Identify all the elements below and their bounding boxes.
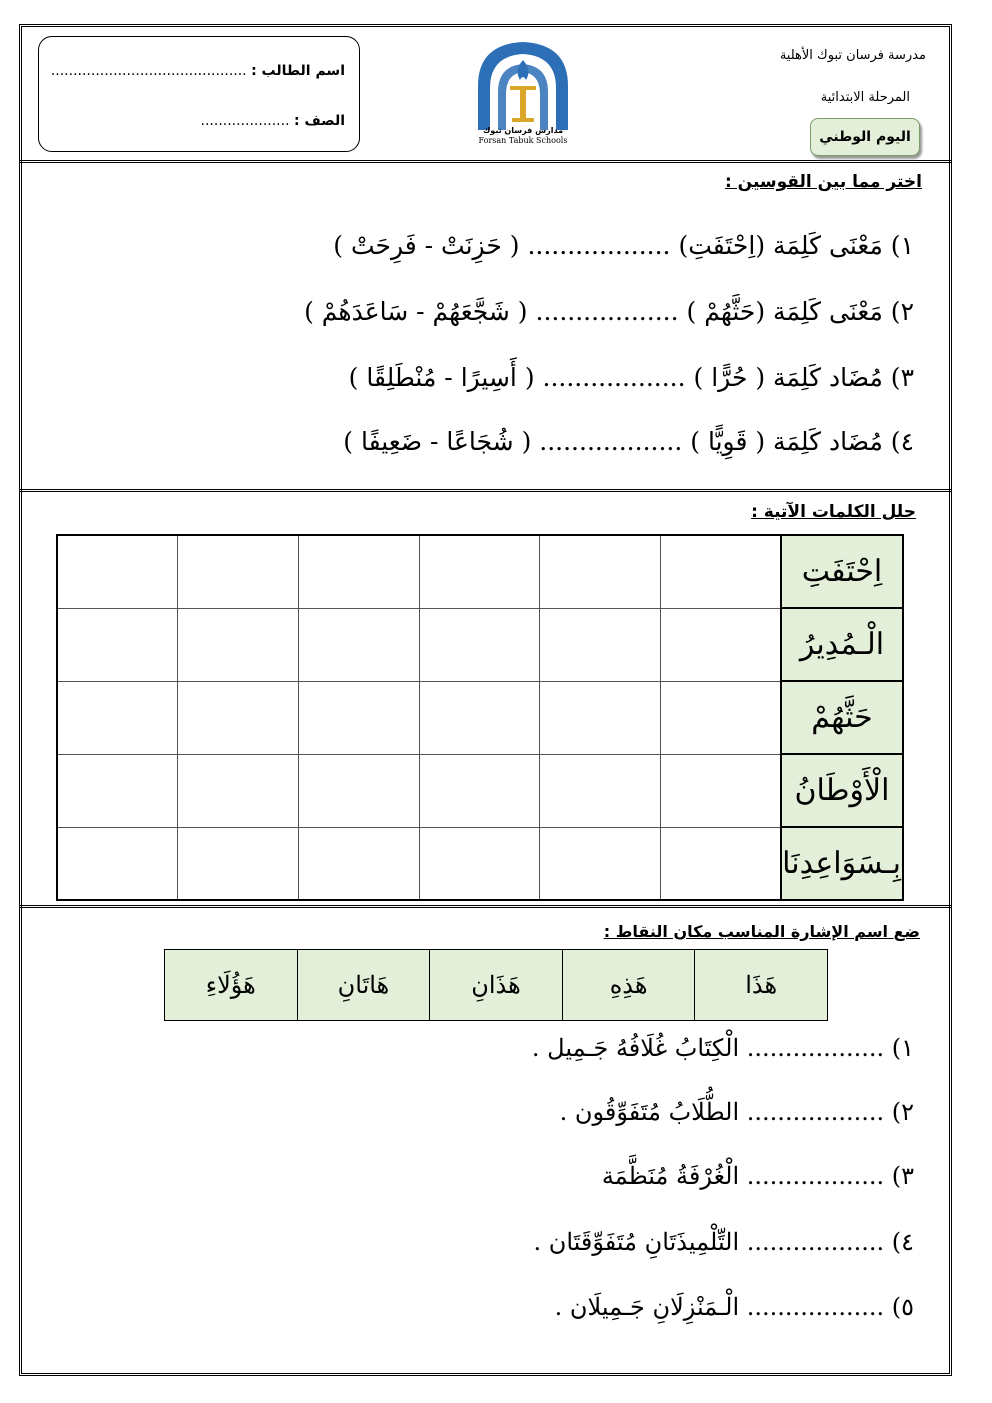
demonstrative-option[interactable]: هَؤُلَاءِ [165,950,298,1021]
answer-cell[interactable] [298,681,419,754]
analyze-section-title: حلل الكلمات الآتية : [751,502,916,522]
demonstrative-option[interactable]: هَاتَانِ [297,950,430,1021]
demonstrative-sentence: ٣) .................. الْغُرْفَةُ مُنَظَّمَة [601,1162,914,1190]
demonstrative-sentence: ١) .................. الْكِتَابُ غُلَافُهُ جَـمِيل . [531,1034,914,1062]
student-name-label: اسم الطالب : [251,63,345,79]
section-divider-1 [19,489,952,492]
demonstrative-option[interactable]: هَذَانِ [430,950,563,1021]
lesson-badge: اليوم الوطني [810,118,920,156]
answer-cell[interactable] [178,754,299,827]
student-name-field[interactable]: ............................................ [50,63,247,79]
analyze-table [56,534,904,901]
answer-cell[interactable] [660,754,781,827]
answer-cell[interactable] [540,681,661,754]
answer-cell[interactable] [57,535,178,608]
choose-section-title: اختر مما بين القوسين : [724,172,922,192]
class-label: الصف : [294,113,345,129]
table-row [57,754,903,827]
analyze-word: حَثَّهُمْ [781,681,903,754]
answer-cell[interactable] [298,608,419,681]
answer-cell[interactable] [660,535,781,608]
analyze-word: بِـسَوَاعِدِنَا [781,827,903,900]
table-row [57,827,903,900]
answer-cell[interactable] [178,535,299,608]
school-name: مدرسة فرسان تبوك الأهلية [779,48,926,63]
choose-question: ١) مَعْنَى كَلِمَة (اِحْتَفَتِ) .................. ( حَزِنَتْ - فَرِحَتْ ) [333,231,914,260]
answer-cell[interactable] [57,681,178,754]
answer-cell[interactable] [57,754,178,827]
section-divider-2 [19,905,952,908]
answer-cell[interactable] [660,681,781,754]
table-row [57,681,903,754]
answer-cell[interactable] [57,608,178,681]
class-field[interactable]: .................... [200,113,290,129]
logo-caption: مدارس فرسان تبوك Forsan Tabuk Schools [478,126,568,145]
choose-question: ٣) مُضَاد كَلِمَة ( حُرًّا ) .................. ( أَسِيرًا - مُنْطَلِقًا ) [348,363,914,392]
answer-cell[interactable] [178,827,299,900]
demonstrative-sentence: ٥) .................. الْـمَنْزِلَانِ جَـمِيلَان . [554,1293,914,1321]
answer-cell[interactable] [419,754,540,827]
answer-cell[interactable] [419,608,540,681]
demonstrative-options-table [164,949,828,1021]
analyze-word: الْـمُدِيرُ [781,608,903,681]
answer-cell[interactable] [540,535,661,608]
school-stage: المرحلة الابتدائية [820,90,910,105]
demonstrative-sentence: ٢) .................. الطُّلَابُ مُتَفَوِّقُون . [559,1098,914,1126]
demonstrative-option[interactable]: هَذَا [695,950,828,1021]
answer-cell[interactable] [540,827,661,900]
answer-cell[interactable] [419,535,540,608]
answer-cell[interactable] [298,827,419,900]
answer-cell[interactable] [298,754,419,827]
header-divider [19,160,952,163]
analyze-word: الْأَوْطَانُ [781,754,903,827]
answer-cell[interactable] [298,535,419,608]
demonstrative-sentence: ٤) .................. التِّلْمِيذَتَانِ مُتَفَوِّقَتَان . [533,1228,914,1256]
demonstrative-section-title: ضع اسم الإشارة المناسب مكان النقاط : [603,922,920,941]
answer-cell[interactable] [178,608,299,681]
answer-cell[interactable] [178,681,299,754]
analyze-word: اِحْتَفَتِ [781,535,903,608]
table-row [57,535,903,608]
answer-cell[interactable] [57,827,178,900]
answer-cell[interactable] [540,754,661,827]
student-info-box [38,36,360,152]
answer-cell[interactable] [540,608,661,681]
table-row [57,608,903,681]
demonstrative-option[interactable]: هَذِهِ [562,950,695,1021]
choose-question: ٤) مُضَاد كَلِمَة ( قَوِيًّا ) .................. ( شُجَاعًا - ضَعِيفًا ) [343,427,914,456]
answer-cell[interactable] [419,827,540,900]
answer-cell[interactable] [660,608,781,681]
answer-cell[interactable] [660,827,781,900]
choose-question: ٢) مَعْنَى كَلِمَة (حَثَّهُمْ ) .................. ( شَجَّعَهُمْ - سَاعَدَهُمْ ) [304,297,914,326]
answer-cell[interactable] [419,681,540,754]
